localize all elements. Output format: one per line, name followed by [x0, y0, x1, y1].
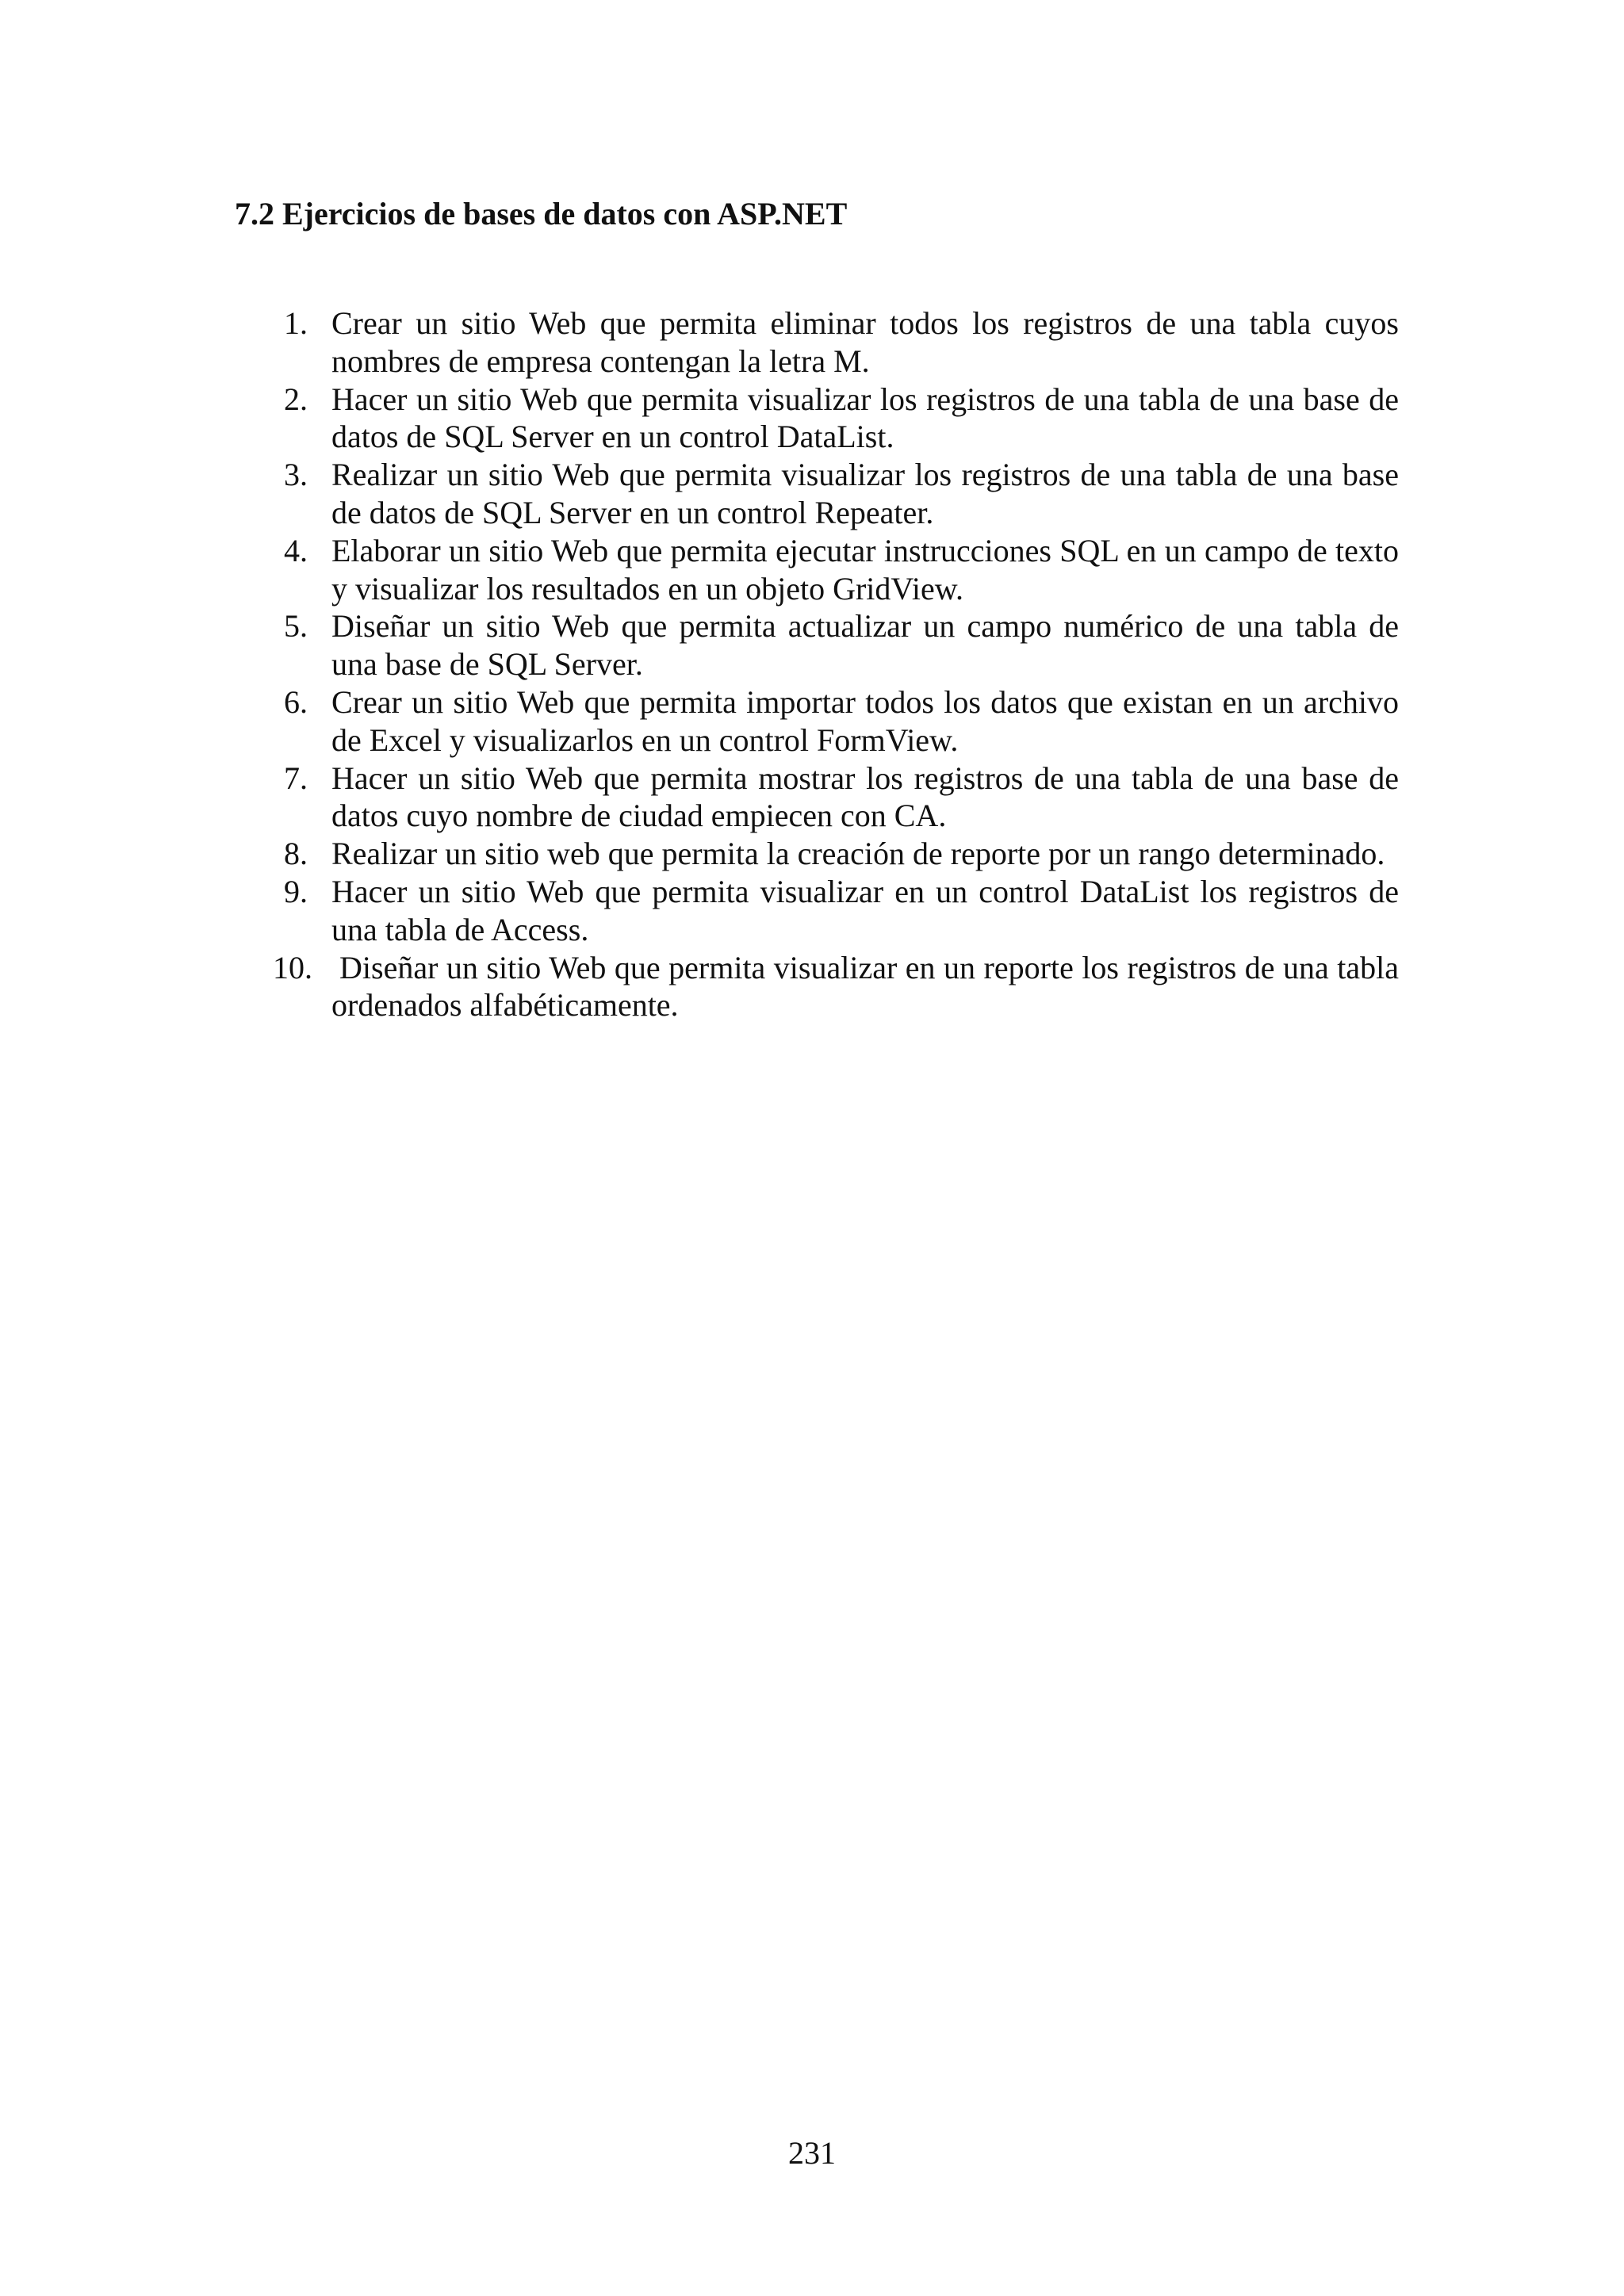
list-item	[279, 683, 1399, 760]
list-item	[273, 949, 1399, 1025]
list-item-text: Hacer un sitio Web que permita visualizar en un control DataList los registros de una tabla de Access.	[331, 873, 1399, 947]
list-item-number: 1.	[284, 305, 308, 341]
list-item-number: 7.	[284, 760, 308, 796]
list-item	[279, 835, 1399, 873]
list-item-text: Hacer un sitio Web que permita visualizar los registros de una tabla de una base de datos de SQL Server en un control DataList.	[331, 381, 1399, 455]
list-item-number: 10.	[273, 949, 312, 985]
list-item-number: 2.	[284, 381, 308, 417]
list-item-text: Elaborar un sitio Web que permita ejecutar instrucciones SQL en un campo de texto y visualizar los resultados en un objeto GridView.	[331, 532, 1399, 607]
list-item	[279, 532, 1399, 608]
list-item-number: 5.	[284, 608, 308, 645]
list-item-number: 8.	[284, 836, 308, 872]
list-item-number: 9.	[284, 873, 308, 909]
list-item	[279, 873, 1399, 949]
list-item-text: Realizar un sitio Web que permita visualizar los registros de una tabla de una base de datos de SQL Server en un control Repeater.	[331, 457, 1399, 530]
list-item	[279, 381, 1399, 457]
list-item	[279, 760, 1399, 836]
list-item-text: Crear un sitio Web que permita eliminar todos los registros de una tabla cuyos nombres de empresa contengan la letra M.	[331, 305, 1399, 379]
list-item	[279, 607, 1399, 683]
list-item-text: Crear un sitio Web que permita importar todos los datos que existan en un archivo de Excel y visualizarlos en un control FormView.	[331, 683, 1399, 758]
list-item-number: 4.	[284, 532, 308, 568]
list-item-text: Hacer un sitio Web que permita mostrar los registros de una tabla de una base de datos cuyo nombre de ciudad empiecen con CA.	[331, 760, 1399, 834]
exercise-list	[273, 304, 1399, 1024]
list-item	[279, 304, 1399, 381]
list-item-number: 3.	[284, 457, 308, 493]
list-item-text: Diseñar un sitio Web que permita visualizar en un reporte los registros de una tabla ordenados alfabéticamente.	[331, 949, 1399, 1024]
page-number: 231	[788, 2135, 836, 2171]
section-heading: 7.2 Ejercicios de bases de datos con ASP.NET	[235, 196, 848, 232]
list-item-number: 6.	[284, 683, 308, 720]
list-item-text: Realizar un sitio web que permita la creación de reporte por un rango determinado.	[331, 836, 1385, 872]
list-item-text: Diseñar un sitio Web que permita actualizar un campo numérico de una tabla de una base de SQL Server.	[331, 608, 1399, 683]
list-item	[279, 456, 1399, 532]
